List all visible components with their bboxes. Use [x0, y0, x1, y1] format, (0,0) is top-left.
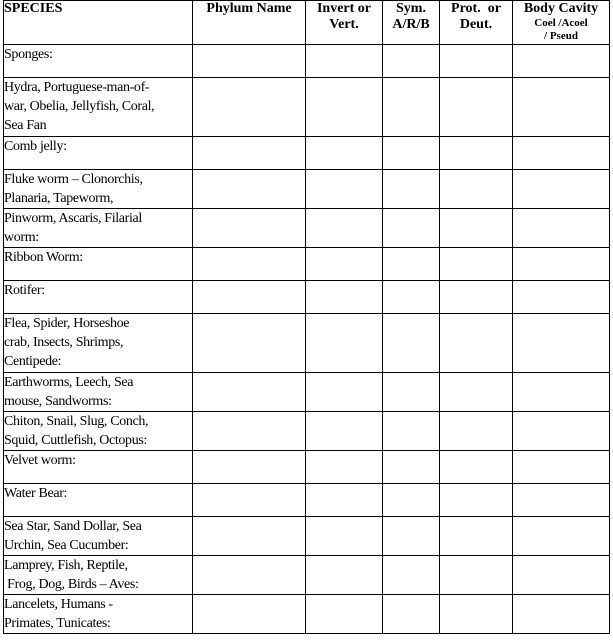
symmetry-cell[interactable] — [383, 248, 440, 281]
invert-vert-cell[interactable] — [306, 281, 383, 314]
species-cell — [4, 373, 193, 412]
species-cell — [4, 451, 193, 484]
classification-table — [3, 0, 610, 634]
table-row — [4, 595, 610, 634]
symmetry-cell[interactable] — [383, 595, 440, 634]
species-text-line: Flea, Spider, Horseshoe — [4, 316, 130, 331]
species-text-line: Sea Star, Sand Dollar, Sea — [4, 519, 142, 534]
species-text-line: crab, Insects, Shrimps, — [4, 335, 124, 350]
symmetry-cell[interactable] — [383, 209, 440, 248]
symmetry-cell[interactable] — [383, 281, 440, 314]
species-text-line: Squid, Cuttlefish, Octopus: — [4, 433, 147, 448]
header-prot-line1: Prot. or — [451, 1, 501, 16]
symmetry-cell[interactable] — [383, 556, 440, 595]
species-text-line: Comb jelly: — [4, 139, 67, 154]
invert-vert-cell[interactable] — [306, 45, 383, 78]
species-cell — [4, 137, 193, 170]
phylum-name-cell[interactable] — [193, 209, 306, 248]
invert-vert-cell[interactable] — [306, 314, 383, 373]
prot-deut-cell[interactable] — [440, 412, 513, 451]
phylum-name-cell[interactable] — [193, 517, 306, 556]
table-row — [4, 281, 610, 314]
phylum-name-cell[interactable] — [193, 595, 306, 634]
prot-deut-cell[interactable] — [440, 451, 513, 484]
body-cavity-cell[interactable] — [513, 170, 610, 209]
symmetry-cell[interactable] — [383, 314, 440, 373]
body-cavity-cell[interactable] — [513, 45, 610, 78]
species-cell — [4, 281, 193, 314]
table-row — [4, 484, 610, 517]
table-row — [4, 170, 610, 209]
species-cell — [4, 556, 193, 595]
header-sym-line1: Sym. — [396, 1, 426, 16]
header-invert-line1: Invert or — [316, 1, 372, 16]
header-prot-line2: Deut. — [459, 17, 493, 32]
species-text-line: Rotifer: — [4, 283, 45, 298]
species-text-line: Earthworms, Leech, Sea — [4, 375, 134, 390]
body-cavity-cell[interactable] — [513, 556, 610, 595]
header-body-cavity — [513, 1, 610, 45]
prot-deut-cell[interactable] — [440, 170, 513, 209]
species-cell — [4, 248, 193, 281]
body-cavity-cell[interactable] — [513, 412, 610, 451]
species-cell — [4, 170, 193, 209]
species-text-line: Pinworm, Ascaris, Filarial — [4, 211, 142, 226]
prot-deut-cell[interactable] — [440, 209, 513, 248]
table-row — [4, 78, 610, 137]
phylum-name-cell[interactable] — [193, 314, 306, 373]
symmetry-cell[interactable] — [383, 484, 440, 517]
phylum-name-cell[interactable] — [193, 248, 306, 281]
header-prot-or-deut — [440, 1, 513, 45]
body-cavity-cell[interactable] — [513, 595, 610, 634]
table-row — [4, 412, 610, 451]
species-text-line: worm: — [4, 230, 39, 245]
phylum-name-cell[interactable] — [193, 45, 306, 78]
body-cavity-cell[interactable] — [513, 78, 610, 137]
symmetry-cell[interactable] — [383, 451, 440, 484]
body-cavity-cell[interactable] — [513, 451, 610, 484]
species-text-line: Velvet worm: — [4, 453, 76, 468]
species-text-line: Chiton, Snail, Slug, Conch, — [4, 414, 149, 429]
header-row — [4, 1, 610, 45]
species-text-line: Lamprey, Fish, Reptile, — [4, 558, 128, 573]
table-row — [4, 556, 610, 595]
species-cell — [4, 412, 193, 451]
symmetry-cell[interactable] — [383, 373, 440, 412]
header-invert-or-vert — [306, 1, 383, 45]
body-cavity-cell[interactable] — [513, 314, 610, 373]
invert-vert-cell[interactable] — [306, 556, 383, 595]
body-cavity-cell[interactable] — [513, 137, 610, 170]
invert-vert-cell[interactable] — [306, 248, 383, 281]
phylum-name-cell[interactable] — [193, 137, 306, 170]
species-cell — [4, 517, 193, 556]
species-cell — [4, 484, 193, 517]
invert-vert-cell[interactable] — [306, 484, 383, 517]
header-invert-line2: Vert. — [329, 17, 359, 32]
species-text-line: Ribbon Worm: — [4, 250, 83, 265]
prot-deut-cell[interactable] — [440, 517, 513, 556]
symmetry-cell[interactable] — [383, 45, 440, 78]
phylum-name-cell[interactable] — [193, 373, 306, 412]
header-sym-line2: A/R/B — [392, 17, 430, 32]
species-text-line: mouse, Sandworms: — [4, 394, 112, 409]
prot-deut-cell[interactable] — [440, 314, 513, 373]
prot-deut-cell[interactable] — [440, 78, 513, 137]
invert-vert-cell[interactable] — [306, 595, 383, 634]
phylum-name-cell[interactable] — [193, 484, 306, 517]
species-text-line: Lancelets, Humans - — [4, 597, 113, 612]
species-text-line: Hydra, Portuguese-man-of- — [4, 80, 150, 95]
species-text-line: Water Bear: — [4, 486, 68, 501]
symmetry-cell[interactable] — [383, 170, 440, 209]
body-cavity-cell[interactable] — [513, 209, 610, 248]
species-text-line: Centipede: — [4, 354, 62, 369]
body-cavity-cell[interactable] — [513, 373, 610, 412]
prot-deut-cell[interactable] — [440, 137, 513, 170]
header-species: SPECIES — [4, 1, 193, 45]
prot-deut-cell[interactable] — [440, 281, 513, 314]
header-body-line3: / Pseud — [544, 30, 578, 42]
prot-deut-cell[interactable] — [440, 484, 513, 517]
body-cavity-cell[interactable] — [513, 517, 610, 556]
prot-deut-cell[interactable] — [440, 248, 513, 281]
prot-deut-cell[interactable] — [440, 373, 513, 412]
symmetry-cell[interactable] — [383, 78, 440, 137]
species-cell — [4, 45, 193, 78]
invert-vert-cell[interactable] — [306, 78, 383, 137]
prot-deut-cell[interactable] — [440, 595, 513, 634]
species-cell — [4, 78, 193, 137]
prot-deut-cell[interactable] — [440, 556, 513, 595]
invert-vert-cell[interactable] — [306, 517, 383, 556]
species-text-line: Sponges: — [4, 47, 53, 62]
species-cell — [4, 595, 193, 634]
invert-vert-cell[interactable] — [306, 451, 383, 484]
phylum-name-cell[interactable] — [193, 451, 306, 484]
phylum-name-cell[interactable] — [193, 412, 306, 451]
symmetry-cell[interactable] — [383, 412, 440, 451]
invert-vert-cell[interactable] — [306, 412, 383, 451]
table-row — [4, 517, 610, 556]
species-text-line: war, Obelia, Jellyfish, Coral, — [4, 99, 155, 114]
species-text-line: Sea Fan — [4, 118, 47, 133]
species-text-line: Urchin, Sea Cucumber: — [4, 538, 129, 553]
species-text-line: Planaria, Tapeworm, — [4, 191, 114, 206]
table-row — [4, 248, 610, 281]
table-body — [4, 45, 610, 634]
body-cavity-cell[interactable] — [513, 484, 610, 517]
table-row — [4, 45, 610, 78]
symmetry-cell[interactable] — [383, 137, 440, 170]
invert-vert-cell[interactable] — [306, 137, 383, 170]
phylum-name-cell[interactable] — [193, 556, 306, 595]
table-row — [4, 373, 610, 412]
header-body-line2: Coel /Acoel — [534, 17, 588, 29]
species-text-line: Fluke worm – Clonorchis, — [4, 172, 143, 187]
phylum-name-cell[interactable] — [193, 78, 306, 137]
invert-vert-cell[interactable] — [306, 170, 383, 209]
species-text-line: Primates, Tunicates: — [4, 616, 111, 631]
header-symmetry — [383, 1, 440, 45]
body-cavity-cell[interactable] — [513, 281, 610, 314]
prot-deut-cell[interactable] — [440, 45, 513, 78]
invert-vert-cell[interactable] — [306, 373, 383, 412]
species-cell — [4, 209, 193, 248]
table-row — [4, 451, 610, 484]
table-row — [4, 137, 610, 170]
header-phylum-name: Phylum Name — [193, 1, 306, 45]
table-row — [4, 314, 610, 373]
body-cavity-cell[interactable] — [513, 248, 610, 281]
phylum-name-cell[interactable] — [193, 281, 306, 314]
symmetry-cell[interactable] — [383, 517, 440, 556]
species-text-line: Frog, Dog, Birds – Aves: — [4, 577, 139, 592]
header-body-line1: Body Cavity — [523, 1, 599, 16]
invert-vert-cell[interactable] — [306, 209, 383, 248]
species-cell — [4, 314, 193, 373]
phylum-name-cell[interactable] — [193, 170, 306, 209]
table-row — [4, 209, 610, 248]
